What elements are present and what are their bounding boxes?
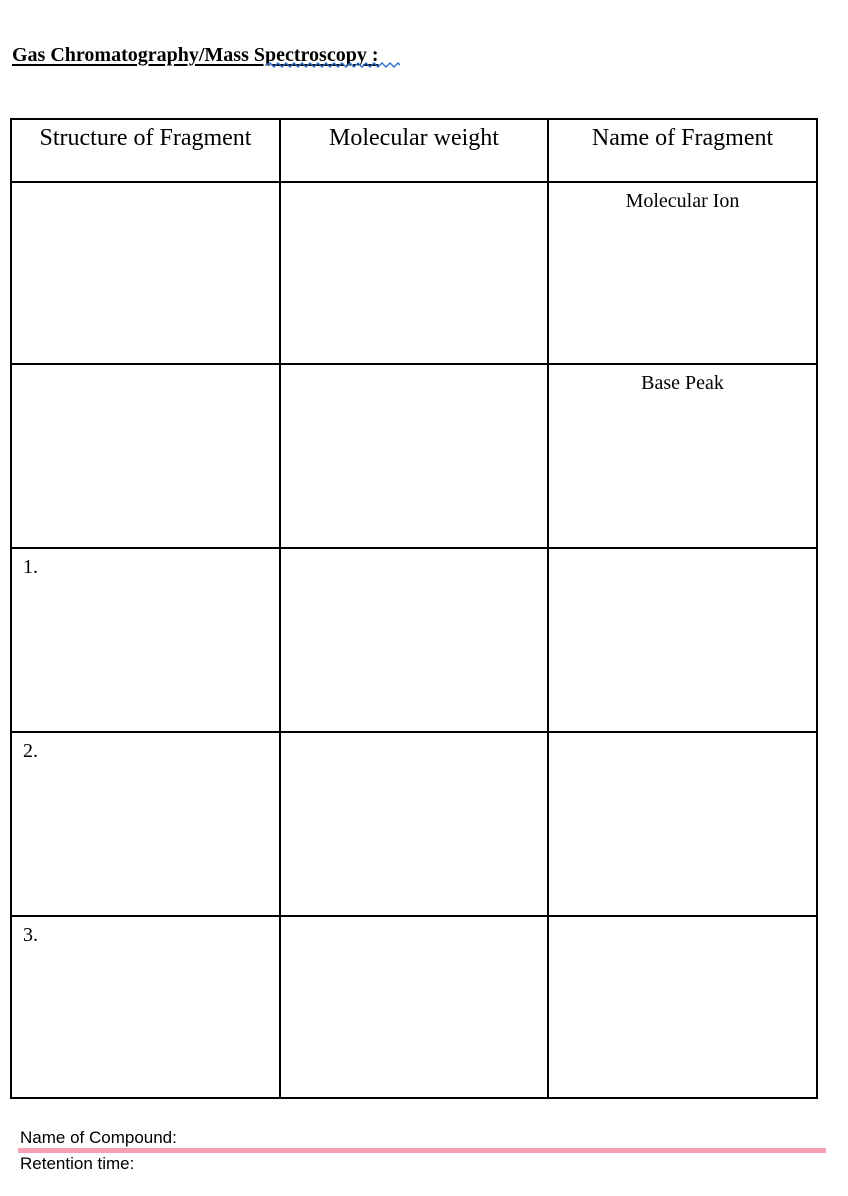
page-title: Gas Chromatography/Mass Spectroscopy : [12, 44, 379, 66]
header-structure: Structure of Fragment [11, 119, 280, 182]
pink-highlight-rule [18, 1148, 826, 1153]
fragment-name-cell[interactable]: Molecular Ion [548, 182, 817, 364]
table-row [11, 916, 817, 1098]
spellcheck-squiggle-icon [266, 62, 400, 68]
fragment-name-cell[interactable] [548, 916, 817, 1098]
table-header-row [11, 119, 817, 182]
table-row [11, 732, 817, 916]
structure-cell[interactable] [11, 182, 280, 364]
retention-time-label: Retention time: [20, 1154, 135, 1173]
header-name-of-fragment: Name of Fragment [548, 119, 817, 182]
fragment-name-cell[interactable] [548, 548, 817, 732]
structure-cell[interactable]: 3. [11, 916, 280, 1098]
molecular-weight-cell[interactable] [280, 916, 548, 1098]
molecular-weight-cell[interactable] [280, 548, 548, 732]
table-row [11, 182, 817, 364]
header-molecular-weight: Molecular weight [280, 119, 548, 182]
molecular-weight-cell[interactable] [280, 732, 548, 916]
table-row [11, 548, 817, 732]
molecular-weight-cell[interactable] [280, 182, 548, 364]
fragment-name-cell[interactable]: Base Peak [548, 364, 817, 548]
table-row [11, 364, 817, 548]
structure-cell[interactable] [11, 364, 280, 548]
structure-cell[interactable]: 2. [11, 732, 280, 916]
compound-name-label: Name of Compound: [20, 1128, 177, 1147]
molecular-weight-cell[interactable] [280, 364, 548, 548]
fragment-name-cell[interactable] [548, 732, 817, 916]
structure-cell[interactable]: 1. [11, 548, 280, 732]
fragment-table [10, 118, 818, 1099]
